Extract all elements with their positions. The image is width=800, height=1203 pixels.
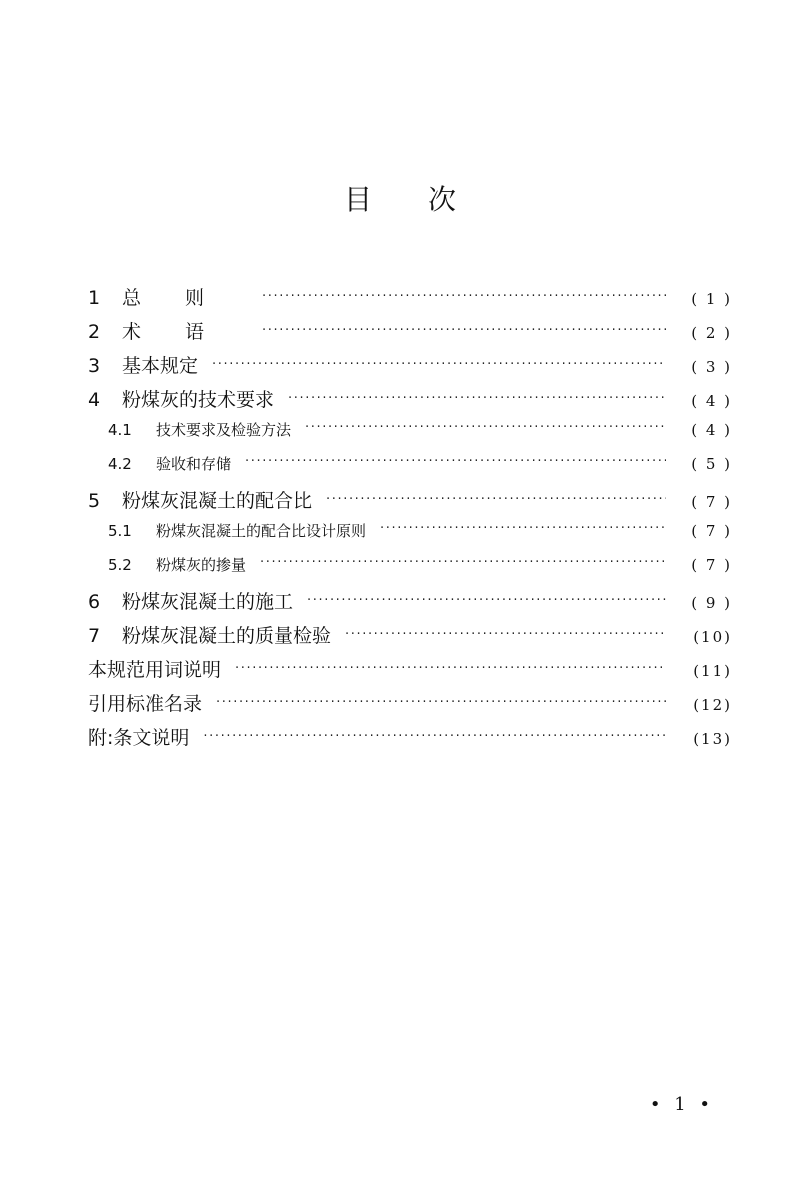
toc-entry-label: 粉煤灰的掺量	[156, 555, 247, 574]
toc-entry[interactable]	[88, 486, 732, 520]
toc-entry[interactable]	[88, 621, 732, 655]
toc-entry-label: 粉煤灰混凝土的配合比	[122, 490, 313, 512]
toc-entry-page: ( 9 )	[691, 594, 732, 612]
toc-entry-number: 3	[88, 355, 101, 377]
toc-entry-label: 总则	[122, 287, 249, 309]
toc-entry-number: 7	[88, 625, 101, 647]
toc-entry-label: 技术要求及检验方法	[156, 421, 292, 439]
toc-entry-number: 6	[88, 591, 101, 613]
toc-entry-number: 5.2	[108, 555, 132, 574]
toc-entry-label: 基本规定	[122, 355, 199, 377]
dot-leader	[262, 323, 666, 338]
toc-entry-page: (10)	[693, 628, 732, 646]
toc-entry-label: 粉煤灰混凝土的质量检验	[122, 625, 332, 647]
toc-entry-number: 2	[88, 321, 101, 343]
toc-entry-page: ( 4 )	[691, 421, 732, 439]
toc-entry[interactable]	[88, 723, 732, 757]
toc-list	[88, 283, 732, 757]
toc-title	[0, 178, 800, 218]
toc-entry-page: ( 3 )	[691, 358, 732, 376]
toc-entry-number: 5.1	[108, 522, 132, 540]
toc-subentry[interactable]	[88, 419, 732, 453]
toc-entry-page: ( 7 )	[691, 493, 732, 511]
dot-leader	[235, 661, 666, 676]
toc-entry-page: ( 7 )	[691, 522, 732, 540]
title-char-2: 次	[428, 183, 457, 216]
dot-leader	[345, 627, 666, 642]
page-number: • 1 •	[649, 1094, 714, 1115]
toc-entry[interactable]	[88, 689, 732, 723]
toc-entry-number: 4.2	[108, 454, 132, 473]
toc-entry-number: 5	[88, 490, 101, 512]
dot-leader	[245, 454, 666, 469]
toc-entry-page: ( 2 )	[691, 324, 732, 342]
toc-entry-label: 附:条文说明	[88, 727, 190, 749]
toc-entry-page: (12)	[693, 696, 732, 714]
toc-entry-label: 验收和存储	[156, 454, 232, 473]
toc-entry[interactable]	[88, 317, 732, 351]
toc-entry-label: 粉煤灰混凝土的施工	[122, 591, 294, 613]
title-char-1: 目	[343, 183, 372, 216]
toc-entry[interactable]	[88, 385, 732, 419]
dot-leader	[212, 357, 666, 372]
toc-entry-label: 粉煤灰的技术要求	[122, 389, 275, 411]
dot-leader	[326, 492, 666, 507]
toc-entry[interactable]	[88, 587, 732, 621]
dot-leader	[216, 695, 666, 710]
dot-leader	[260, 555, 666, 570]
toc-entry[interactable]	[88, 655, 732, 689]
toc-entry-page: ( 1 )	[691, 290, 732, 308]
toc-subentry[interactable]	[88, 554, 732, 588]
toc-entry-page: ( 7 )	[691, 555, 732, 574]
toc-entry-page: ( 5 )	[691, 454, 732, 473]
toc-entry-number: 1	[88, 287, 101, 309]
toc-entry-page: ( 4 )	[691, 392, 732, 410]
toc-entry-label: 引用标准名录	[88, 693, 203, 715]
toc-subentry[interactable]	[88, 453, 732, 487]
toc-entry-page: (11)	[693, 662, 732, 680]
toc-subentry[interactable]	[88, 520, 732, 554]
dot-leader	[380, 521, 666, 536]
toc-entry[interactable]	[88, 351, 732, 385]
dot-leader	[262, 289, 666, 304]
toc-entry-number: 4.1	[108, 421, 132, 439]
toc-entry-label: 本规范用词说明	[88, 659, 222, 681]
dot-leader	[305, 420, 666, 435]
dot-leader	[288, 391, 666, 406]
toc-entry-page: (13)	[693, 730, 732, 748]
toc-entry-number: 4	[88, 389, 101, 411]
toc-entry[interactable]	[88, 283, 732, 317]
dot-leader	[203, 729, 666, 744]
dot-leader	[307, 593, 666, 608]
toc-entry-label: 术语	[122, 321, 249, 343]
toc-entry-label: 粉煤灰混凝土的配合比设计原则	[156, 522, 367, 540]
